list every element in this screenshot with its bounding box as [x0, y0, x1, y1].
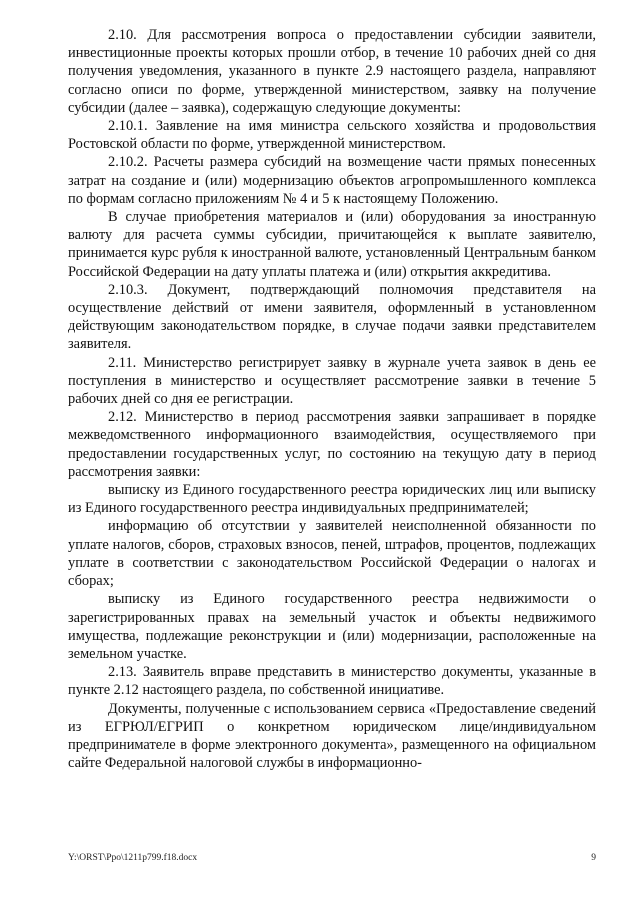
paragraph-2-11: 2.11. Министерство регистрирует заявку в журнале учета заявок в день ее поступления в министерство и осуществляет рассмотрение заявки в течение 5 рабочих дней со дня ее регистрации.	[68, 354, 596, 408]
paragraph-2-10-2: 2.10.2. Расчеты размера субсидий на возмещение части прямых понесенных затрат на создание и (или) модернизацию объектов агропромышленного комплекса по формам согласно приложениям № 4 и 5 к настоящему Положению.	[68, 154, 596, 207]
paragraph-documents: Документы, полученные с использованием сервиса «Предоставление сведений из ЕГРЮЛ/ЕГРИП о конкретном юридическом лице/индивидуальном предпринимателе в форме электронного документа», размещенного на официальном сайте Федеральной налоговой службы в информационно-	[68, 700, 596, 772]
paragraph-2-10-1: 2.10.1. Заявление на имя министра сельского хозяйства и продовольствия Ростовской области по форме, утвержденной министерством.	[68, 118, 596, 153]
paragraph-2-13: 2.13. Заявитель вправе представить в министерство документы, указанные в пункте 2.12 настоящего раздела, по собственной инициативе.	[68, 664, 596, 699]
paragraph-2-10: 2.10. Для рассмотрения вопроса о предоставлении субсидии заявители, инвестиционные проекты которых прошли отбор, в течение 10 рабочих дней со дня получения уведомления, указанного в пункте 2.9 настоящего раздела, направляют согласно описи по форме, утвержденной министерством, заявку на получение субсидии (далее – заявка), содержащую следующие документы:	[68, 27, 596, 116]
paragraph-2-10-3: 2.10.3. Документ, подтверждающий полномочия представителя на осуществление действий от имени заявителя, оформленный в установленном действующим законодательством порядке, в случае подачи заявки представителем заявителя.	[68, 281, 596, 353]
paragraph-2-12: 2.12. Министерство в период рассмотрения заявки запрашивает в порядке межведомственного информационного взаимодействия, осуществляемого при предоставлении государственных услуг, по состоянию на текущую дату в период рассмотрения заявки:	[68, 409, 596, 480]
file-path: Y:\ORST\Ppo\1211p799.f18.docx	[68, 853, 198, 863]
paragraph-currency: В случае приобретения материалов и (или) оборудования за иностранную валюту для расчета суммы субсидии, причитающейся к выплате заявителю, принимается курс рубля к иностранной валюте, установленный Центральным банком Российской Федерации на дату уплаты платежа и (или) открытия аккредитива.	[68, 209, 596, 280]
paragraph-egrn-extract: выписку из Единого государственного реестра недвижимости о зарегистрированных правах на земельный участок и объекты недвижимого имущества, подлежащие реконструкции и (или) модернизации, расположенные на земельном участке.	[68, 591, 596, 662]
paragraph-tax-info: информацию об отсутствии у заявителей неисполненной обязанности по уплате налогов, сборов, страховых взносов, пеней, штрафов, процентов, подлежащих уплате в соответствии с законодательством Российской Федерации о налогах и сборах;	[68, 518, 596, 590]
page-footer	[68, 852, 596, 864]
paragraph-egrul-extract: выписку из Единого государственного реестра юридических лиц или выписку из Единого государственного реестра индивидуальных предпринимателей;	[68, 482, 596, 517]
page-number: 9	[591, 853, 596, 863]
document-body	[68, 26, 596, 772]
